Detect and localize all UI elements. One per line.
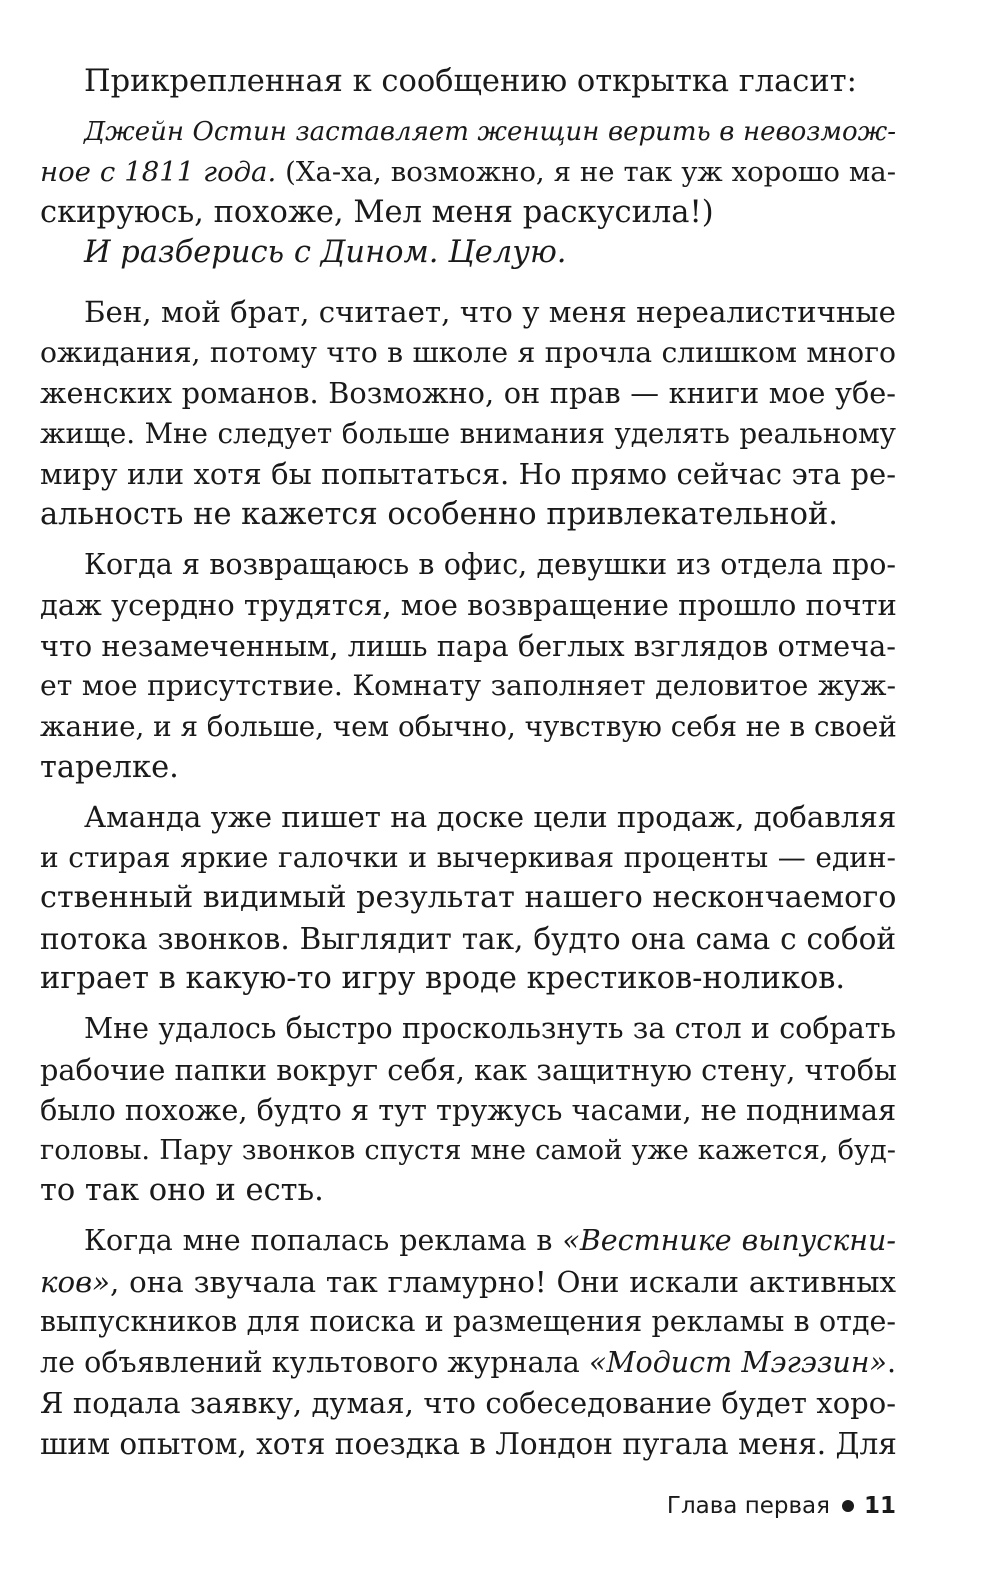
paragraph-line: даж усердно трудятся, мое возвращение прошло почти — [40, 588, 897, 623]
paragraph-line: головы. Пару звонков спустя мне самой уже кажется, буд- — [40, 1134, 896, 1166]
note-line: Джейн Остин заставляет женщин верить в невозмож- — [84, 116, 896, 147]
paragraph-line: выпускников для поиска и размещения рекламы в отде- — [40, 1305, 896, 1339]
chapter-title: Глава первая — [666, 1493, 830, 1519]
paragraph-line: что незамеченным, лишь пара беглых взглядов отмеча- — [40, 628, 896, 663]
paragraph-line: было похоже, будто я тут тружусь часами, не поднимая — [40, 1093, 897, 1128]
paragraph-line: альность не кажется особенно привлекательной. — [40, 496, 839, 532]
note-line — [40, 152, 896, 193]
note-italic-fragment: ное с 1811 года. — [40, 156, 277, 189]
paragraph-line — [40, 1343, 896, 1384]
paragraph-4 — [40, 1009, 896, 1212]
paragraph-line: потока звонков. Выглядит так, будто она сама с собой — [40, 921, 896, 956]
plain-fragment: Когда мне попалась реклама в — [84, 1224, 563, 1258]
journal-title-italic: «Вестнике выпускни- — [562, 1224, 897, 1258]
paragraph-line: ственный видимый результат нашего нескончаемого — [40, 880, 897, 916]
intro-line: Прикрепленная к сообщению открытка гласит: — [84, 64, 857, 99]
paragraph-line: Я подала заявку, думая, что собеседование будет хоро- — [40, 1386, 896, 1421]
plain-fragment: . — [886, 1345, 896, 1379]
page-number: 11 — [863, 1493, 896, 1519]
paragraph-3 — [40, 797, 896, 1000]
note-plain-fragment: (Ха-ха, возможно, я не так уж хорошо ма- — [276, 156, 896, 189]
paragraph-line: ожидания, потому что в школе я прочла слишком много — [40, 335, 896, 369]
page-body — [40, 62, 896, 1465]
running-footer — [667, 1491, 896, 1521]
paragraph-line: тарелке. — [40, 749, 179, 785]
journal-title-italic: ков» — [40, 1264, 110, 1299]
plain-fragment: ле объявлений культового журнала — [40, 1345, 589, 1379]
paragraph-1 — [40, 292, 896, 536]
note-line: И разберись с Дином. Целую. — [84, 235, 567, 271]
paragraph-line: и стирая яркие галочки и вычеркивая проценты — един- — [40, 840, 896, 874]
postcard-note — [40, 112, 896, 274]
paragraph-line: миру или хотя бы попытаться. Но прямо сейчас эта ре- — [40, 457, 896, 492]
paragraph-line: Бен, мой брат, считает, что у меня нереалистичные — [84, 294, 896, 329]
paragraph-line: женских романов. Возможно, он прав — книги мое убе- — [40, 376, 896, 411]
paragraph-line: шим опытом, хотя поездка в Лондон пугала меня. Для — [40, 1427, 897, 1461]
bullet-separator-icon — [842, 1500, 854, 1512]
note-line: скируюсь, похоже, Мел меня раскусила!) — [40, 194, 714, 230]
paragraph-line: Когда я возвращаюсь в офис, девушки из отдела про- — [84, 547, 896, 581]
paragraph-2 — [40, 545, 896, 789]
paragraph-line: то так оно и есть. — [40, 1173, 324, 1209]
plain-fragment: , она звучала так гламурно! Они искали активных — [110, 1264, 896, 1299]
paragraph-line: Аманда уже пишет на доске цели продаж, добавляя — [84, 800, 897, 835]
paragraph-5 — [40, 1221, 896, 1465]
paragraph-line: ет мое присутствие. Комнату заполняет деловитое жуж- — [40, 669, 896, 703]
paragraph-line: играет в какую-то игру вроде крестиков-ноликов. — [40, 961, 846, 997]
paragraph-line — [40, 1221, 896, 1262]
paragraph-line: Мне удалось быстро проскользнуть за стол и собрать — [84, 1012, 896, 1046]
paragraph-line: жание, и я больше, чем обычно, чувствую себя не в своей — [40, 709, 897, 743]
paragraph-line: рабочие папки вокруг себя, как защитную стену, чтобы — [40, 1052, 897, 1087]
paragraph-line: жище. Мне следует больше внимания уделять реальному — [40, 416, 896, 450]
paragraph-line — [40, 1262, 896, 1303]
magazine-title-italic: «Модист Мэгэзин» — [588, 1345, 887, 1379]
